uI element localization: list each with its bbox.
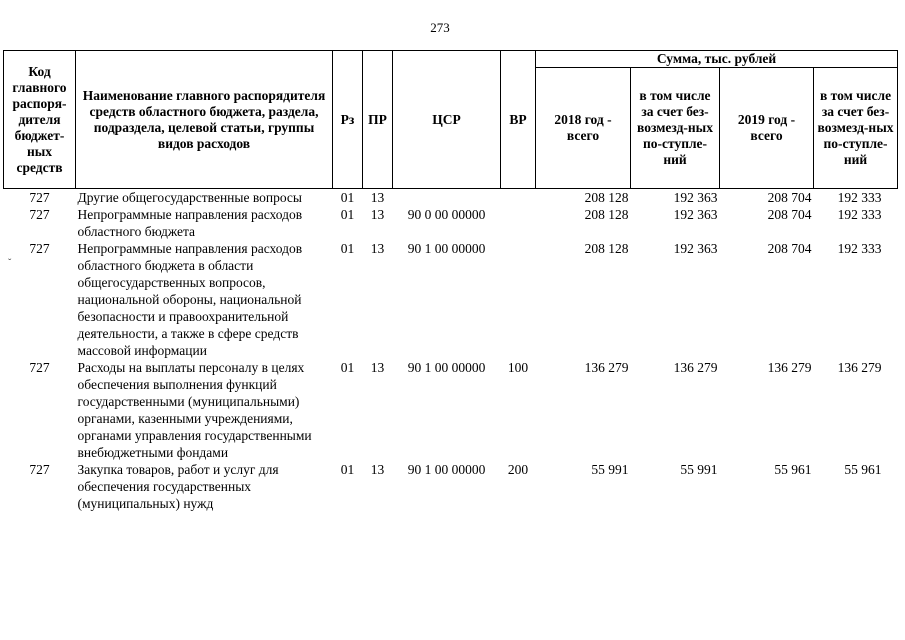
cell-rz: 01 [340,360,355,375]
cell-csr: 90 1 00 00000 [407,462,486,477]
cell-code: 727 [29,462,50,477]
cell-rz: 01 [340,190,355,205]
cell-2019-total: 208 704 [767,207,812,222]
cell-pr: 13 [370,462,385,477]
cell-code: 727 [29,360,50,375]
cell-rz: 01 [340,462,355,477]
cell-csr: 90 1 00 00000 [407,360,486,375]
cell-2019-total: 208 704 [767,190,812,205]
cell-pr: 13 [370,360,385,375]
cell-vr [501,240,536,359]
cell-2019-free: 192 333 [837,190,882,205]
table-row [4,461,898,512]
cell-code: 727 [29,207,50,222]
cell-rz: 01 [340,207,355,222]
header-csr: ЦСР [393,51,501,189]
cell-2018-free: 136 279 [673,360,718,375]
cell-2018-total: 136 279 [584,360,629,375]
cell-2018-total: 208 128 [584,241,629,256]
scan-speck: ˇ [8,258,12,269]
cell-2018-total: 208 128 [584,190,629,205]
cell-2019-free: 55 961 [844,462,882,477]
cell-code: 727 [29,241,50,256]
cell-vr [501,189,536,207]
header-name: Наименование главного распорядителя средств областного бюджета, раздела, подраздела, целевой статьи, группы видов расходов [76,51,333,189]
header-2018-free: в том числе за счет без-возмезд-ных по-ступле-ний [631,68,720,189]
cell-2019-free: 136 279 [837,360,882,375]
cell-2018-total: 208 128 [584,207,629,222]
cell-name: Закупка товаров, работ и услуг для обеспечения государственных (муниципальных) нужд [77,462,279,511]
cell-csr: 90 0 00 00000 [407,207,486,222]
cell-name: Другие общегосударственные вопросы [77,190,302,205]
cell-vr: 200 [507,462,529,477]
cell-name: Непрограммные направления расходов областного бюджета [77,207,303,239]
cell-2019-free: 192 333 [837,207,882,222]
table-row [4,359,898,461]
budget-table [3,50,898,512]
header-2019-total: 2019 год - всего [720,68,814,189]
cell-2019-total: 55 961 [774,462,812,477]
header-2018-total: 2018 год - всего [536,68,631,189]
cell-2019-free: 192 333 [837,241,882,256]
cell-code: 727 [29,190,50,205]
cell-2018-free: 55 991 [680,462,718,477]
table-row [4,206,898,240]
cell-2018-free: 192 363 [673,241,718,256]
cell-csr [393,189,501,207]
cell-vr: 100 [507,360,529,375]
cell-name: Расходы на выплаты персоналу в целях обеспечения выполнения функций государственными (муниципальными) органами, казенными учреждениями, органами управления государственными внебюджетными фондами [77,360,312,460]
cell-2018-free: 192 363 [673,190,718,205]
header-2019-free: в том числе за счет без-возмезд-ных по-ступле-ний [814,68,898,189]
cell-vr [501,206,536,240]
cell-2018-free: 192 363 [673,207,718,222]
cell-2019-total: 136 279 [767,360,812,375]
header-code: Код главного распоря-дителя бюджет-ных средств [4,51,76,189]
page-number: 273 [430,20,450,35]
header-sum: Сумма, тыс. рублей [536,51,898,68]
cell-pr: 13 [370,190,385,205]
cell-pr: 13 [370,241,385,256]
header-rz: Рз [333,51,363,189]
cell-2019-total: 208 704 [767,241,812,256]
table-row [4,189,898,207]
cell-csr: 90 1 00 00000 [407,241,486,256]
cell-rz: 01 [340,241,355,256]
table-row [4,240,898,359]
cell-name: Непрограммные направления расходов областного бюджета в области общегосударственных вопросов, национальной обороны, национальной безопасности и правоохранительной деятельности, а также в сфере средств массовой информации [77,241,303,358]
cell-2018-total: 55 991 [591,462,629,477]
header-pr: ПР [363,51,393,189]
cell-pr: 13 [370,207,385,222]
header-vr: ВР [501,51,536,189]
